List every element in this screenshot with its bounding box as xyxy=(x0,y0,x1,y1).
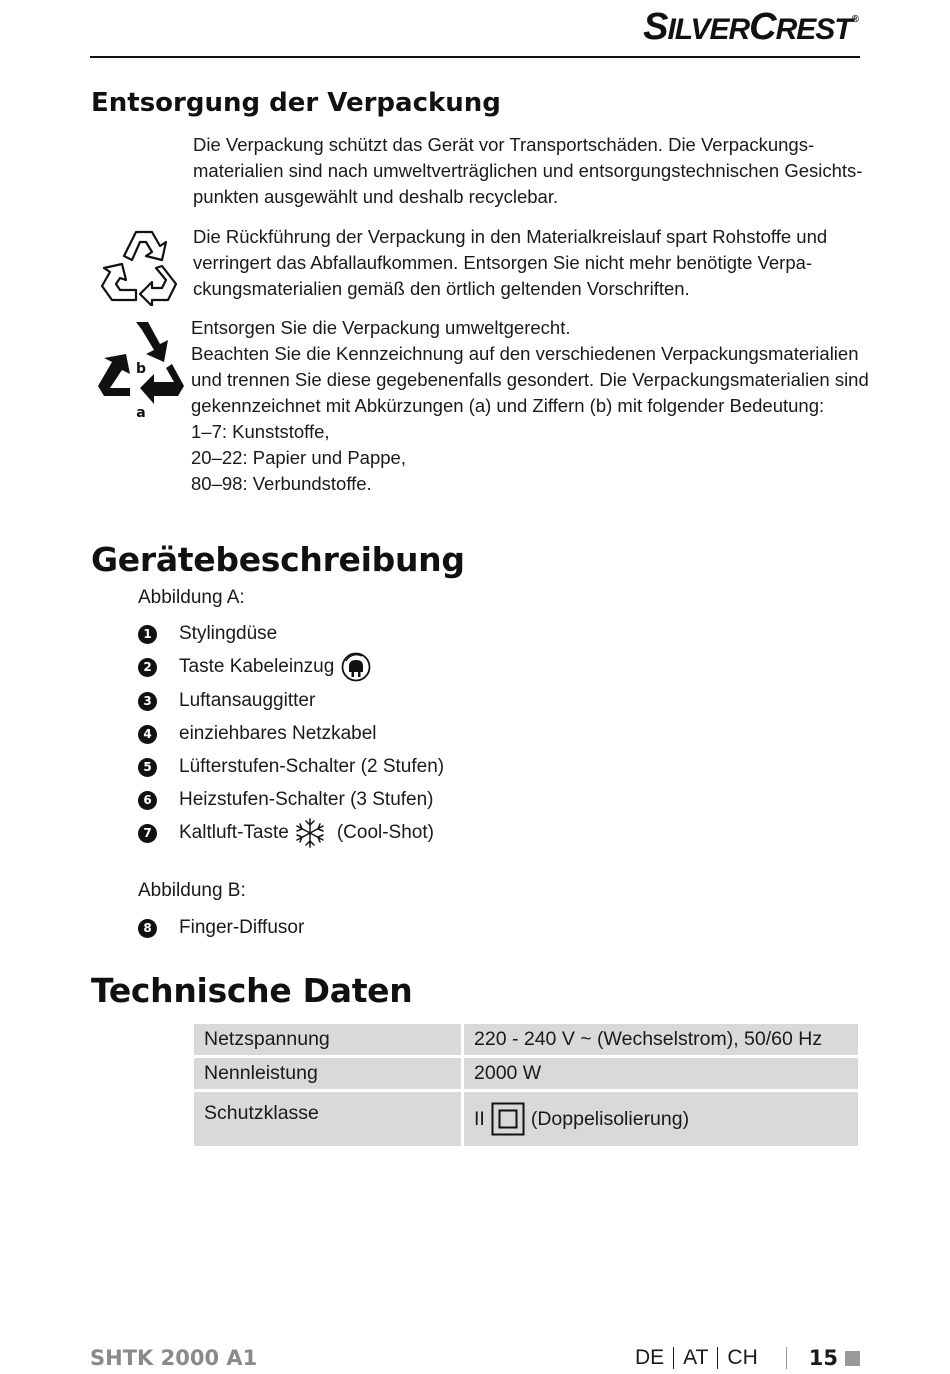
list-item xyxy=(138,654,372,680)
item-number-badge: 1 xyxy=(138,625,157,644)
footer-lang-de: DE xyxy=(634,1346,665,1369)
item-text-suffix: (Cool-Shot) xyxy=(336,822,434,843)
list-item xyxy=(138,754,444,780)
section-heading-technical-data: Technische Daten xyxy=(91,971,413,1010)
item-text: Stylingdüse xyxy=(179,623,278,644)
item-text: Luftansauggitter xyxy=(179,690,316,711)
table-row xyxy=(194,1058,858,1089)
item-number-badge: 2 xyxy=(138,658,157,677)
brand-logo: SILVERCREST® xyxy=(643,6,858,48)
snowflake-icon xyxy=(293,817,327,849)
list-item xyxy=(138,915,304,941)
item-text: Lüfterstufen-Schalter (2 Stufen) xyxy=(179,756,445,777)
item-number-badge: 7 xyxy=(138,824,157,843)
protection-class-suffix: (Doppelisolierung) xyxy=(530,1107,690,1130)
section-heading-disposal: Entsorgung der Verpackung xyxy=(91,88,501,118)
header-rule xyxy=(90,56,860,58)
item-text: einziehbares Netzkabel xyxy=(179,723,377,744)
table-cell-value: 2000 W xyxy=(464,1058,858,1089)
footer-separator xyxy=(786,1347,787,1369)
double-insulation-icon xyxy=(491,1102,525,1136)
disposal-paragraph-2: Die Rückführung der Verpackung in den Materialkreislauf spart Rohstoffe und verringert das Abfallaufkommen. Entsorgen Sie nicht mehr benötigte Verpa- ckungsmaterialien gemäß den örtlich geltenden Vorschriften. xyxy=(193,226,828,299)
item-text: Taste Kabeleinzug xyxy=(179,656,335,677)
recycle-icon xyxy=(98,222,186,306)
table-cell-key: Nennleistung xyxy=(194,1058,464,1089)
table-cell-key: Netzspannung xyxy=(194,1024,464,1055)
table-row xyxy=(194,1024,858,1055)
footer-model-number: SHTK 2000 A1 xyxy=(90,1346,258,1370)
item-number-badge: 3 xyxy=(138,692,157,711)
section-heading-device-description: Gerätebeschreibung xyxy=(91,540,465,579)
plug-cable-icon xyxy=(340,652,372,682)
disposal-paragraph-1: Die Verpackung schützt das Gerät vor Transportschäden. Die Verpackungs- materialien sind nach umweltverträglichen und entsorgungstechnischen Gesichts- punkten ausgewählt und deshalb recyclebar. xyxy=(193,134,863,207)
disposal-paragraph-3: Entsorgen Sie die Verpackung umweltgerecht. Beachten Sie die Kennzeichnung auf den verschiedenen Verpackungsmaterialien und trennen Sie diese gegebenenfalls gesondert. Die Verpackungsmaterialien sind gekennzeichnet mit Abkürzungen (a) und Ziffern (b) mit folgender Bedeutung: 1–7: Kunststoffe, 20–22: Papier und Pappe, 80–98: Verbundstoffe. xyxy=(191,317,869,494)
item-number-badge: 8 xyxy=(138,919,157,938)
symbol-letter-a: a xyxy=(136,405,146,421)
footer-separator xyxy=(673,1347,674,1369)
list-item xyxy=(138,688,315,714)
table-cell-value xyxy=(464,1092,858,1146)
footer-lang-ch: CH xyxy=(727,1346,758,1369)
footer-separator xyxy=(717,1347,718,1369)
table-cell-value: 220 - 240 V ~ (Wechselstrom), 50/60 Hz xyxy=(464,1024,858,1055)
list-item xyxy=(138,787,434,813)
technical-data-table xyxy=(194,1021,858,1149)
item-text: Kaltluft-Taste xyxy=(179,822,289,843)
protection-class-prefix: II xyxy=(474,1107,485,1130)
list-item xyxy=(138,621,277,647)
table-cell-key: Schutzklasse xyxy=(194,1092,464,1146)
symbol-letter-b: b xyxy=(135,361,147,377)
table-row xyxy=(194,1092,858,1146)
footer-languages-page xyxy=(635,1346,860,1370)
recycling-code-triangle-icon xyxy=(96,318,188,424)
item-number-badge: 4 xyxy=(138,725,157,744)
list-item xyxy=(138,721,377,747)
item-number-badge: 5 xyxy=(138,758,157,777)
figure-a-label: Abbildung A: xyxy=(138,587,245,608)
item-text: Finger-Diffusor xyxy=(179,917,305,938)
item-text: Heizstufen-Schalter (3 Stufen) xyxy=(179,789,434,810)
list-item xyxy=(138,820,434,846)
page-marker-square xyxy=(845,1351,860,1366)
page-number: 15 xyxy=(808,1346,838,1370)
footer-lang-at: AT xyxy=(683,1346,709,1369)
item-number-badge: 6 xyxy=(138,791,157,810)
figure-b-label: Abbildung B: xyxy=(138,880,246,901)
